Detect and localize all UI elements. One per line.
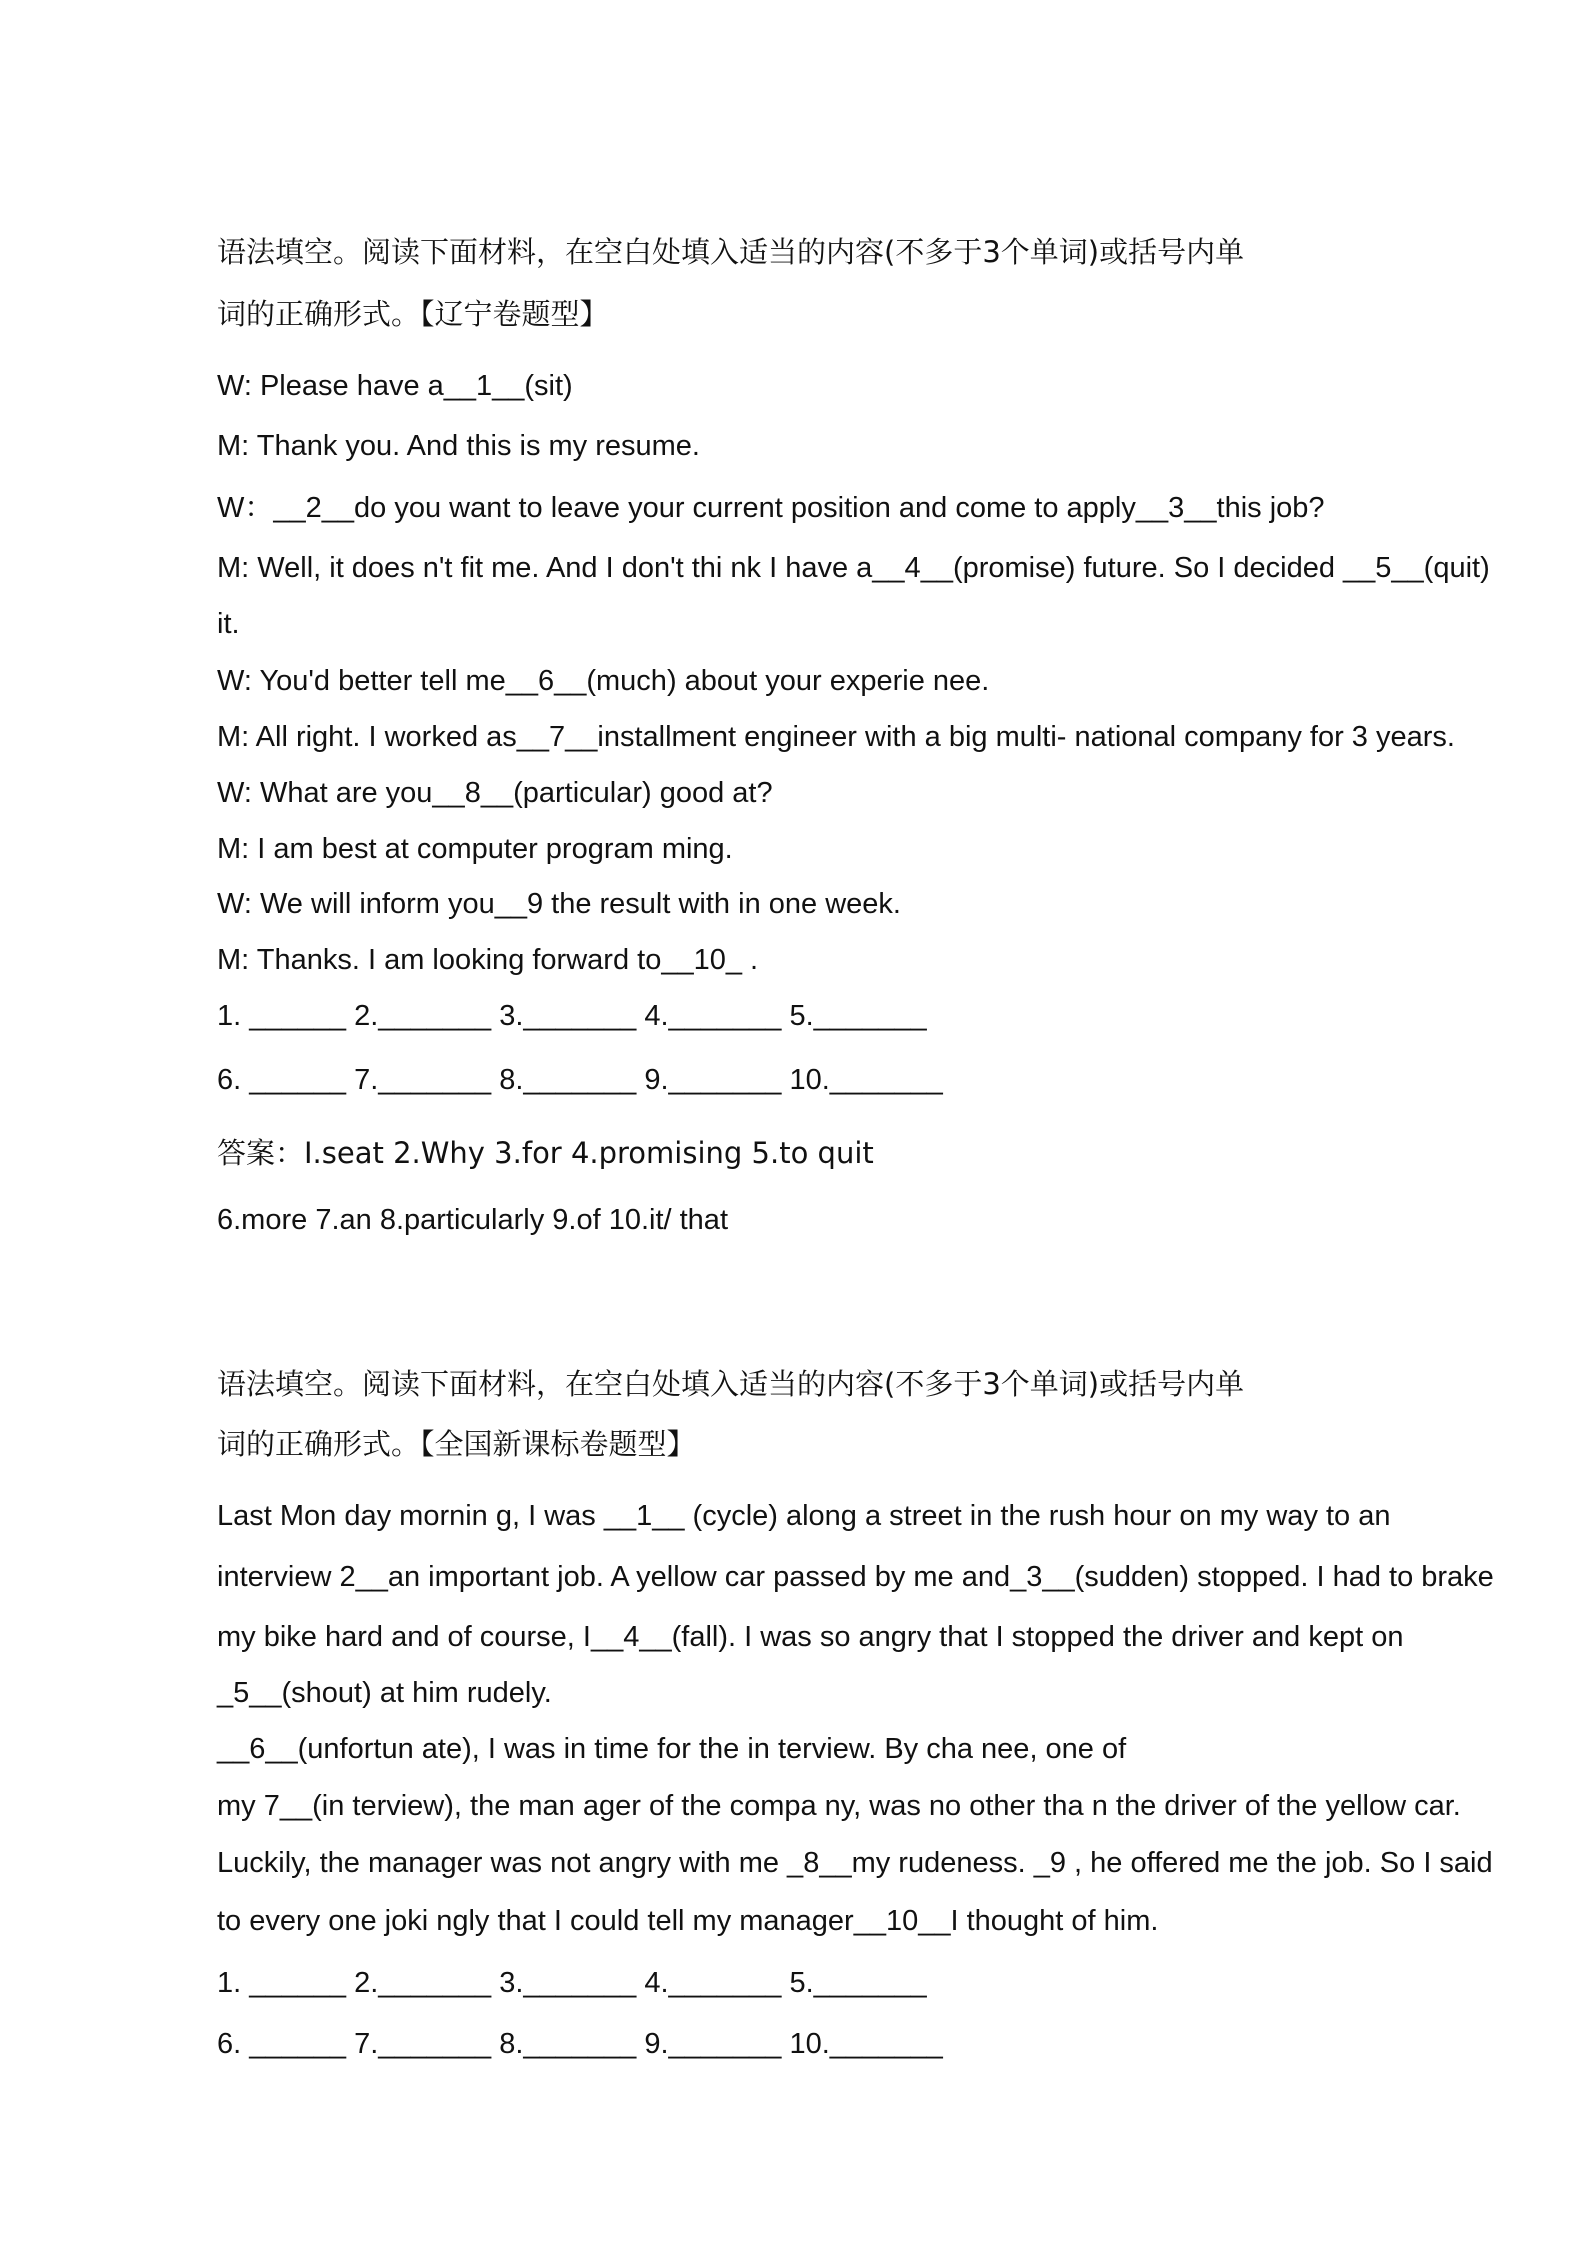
dialogue-line: W: What are you__8__(particular) good at?	[217, 777, 773, 809]
section1-instruction-line1: 语法填空。阅读下面材料，在空白处填入适当的内容(不多于3个单词)或括号内单	[217, 235, 1245, 269]
section2-blanks-row1: 1. ______ 2._______ 3._______ 4._______ 5._______	[217, 1967, 927, 1999]
passage-line: __6__(unfortun ate), I was in time for the in terview. By cha nee, one of	[217, 1733, 1127, 1765]
section1-blanks-row2: 6. ______ 7._______ 8._______ 9._______ 10._______	[217, 1064, 943, 1096]
passage-line: my bike hard and of course, I__4__(fall). I was so angry that I stopped the driver and kept on	[217, 1621, 1404, 1653]
dialogue-line: M: I am best at computer program ming.	[217, 833, 733, 865]
dialogue-line: W: Please have a__1__(sit)	[217, 370, 573, 402]
passage-line: my 7__(in terview), the man ager of the compa ny, was no other tha n the driver of the yellow car.	[217, 1790, 1461, 1822]
section2-blanks-row2: 6. ______ 7._______ 8._______ 9._______ 10._______	[217, 2028, 943, 2060]
answer-line2: 6.more 7.an 8.particularly 9.of 10.it/ that	[217, 1204, 728, 1236]
dialogue-line: W: We will inform you__9 the result with in one week.	[217, 888, 901, 920]
passage-line: _5__(shout) at him rudely.	[217, 1677, 552, 1709]
passage-line: Luckily, the manager was not angry with me _8__my rudeness. _9 , he offered me the job. So I said	[217, 1847, 1493, 1879]
section2-instruction-line2: 词的正确形式。【全国新课标卷题型】	[217, 1427, 696, 1461]
dialogue-line: W：__2__do you want to leave your current position and come to apply__3__this job?	[217, 492, 1325, 524]
passage-line: interview 2__an important job. A yellow car passed by me and_3__(sudden) stopped. I had to brake	[217, 1561, 1494, 1593]
section1-instruction-line2: 词的正确形式。【辽宁卷题型】	[217, 297, 609, 331]
passage-line: Last Mon day mornin g, I was __1__ (cycle) along a street in the rush hour on my way to an	[217, 1500, 1391, 1532]
section2-instruction-line1: 语法填空。阅读下面材料，在空白处填入适当的内容(不多于3个单词)或括号内单	[217, 1367, 1245, 1401]
answer-line1: 答案：I.seat 2.Why 3.for 4.promising 5.to quit	[217, 1136, 874, 1170]
passage-line: to every one joki ngly that I could tell my manager__10__I thought of him.	[217, 1905, 1159, 1937]
dialogue-line: M: Well, it does n't fit me. And I don't thi nk I have a__4__(promise) future. So I decided __5__(quit)	[217, 552, 1490, 584]
section1-blanks-row1: 1. ______ 2._______ 3._______ 4._______ 5._______	[217, 1000, 927, 1032]
dialogue-line: W: You'd better tell me__6__(much) about your experie nee.	[217, 665, 990, 697]
dialogue-line: it.	[217, 608, 240, 640]
dialogue-line: M: Thanks. I am looking forward to__10_ .	[217, 944, 759, 976]
dialogue-line: M: All right. I worked as__7__installment engineer with a big multi- national company for 3 years.	[217, 721, 1455, 753]
dialogue-line: M: Thank you. And this is my resume.	[217, 430, 700, 462]
